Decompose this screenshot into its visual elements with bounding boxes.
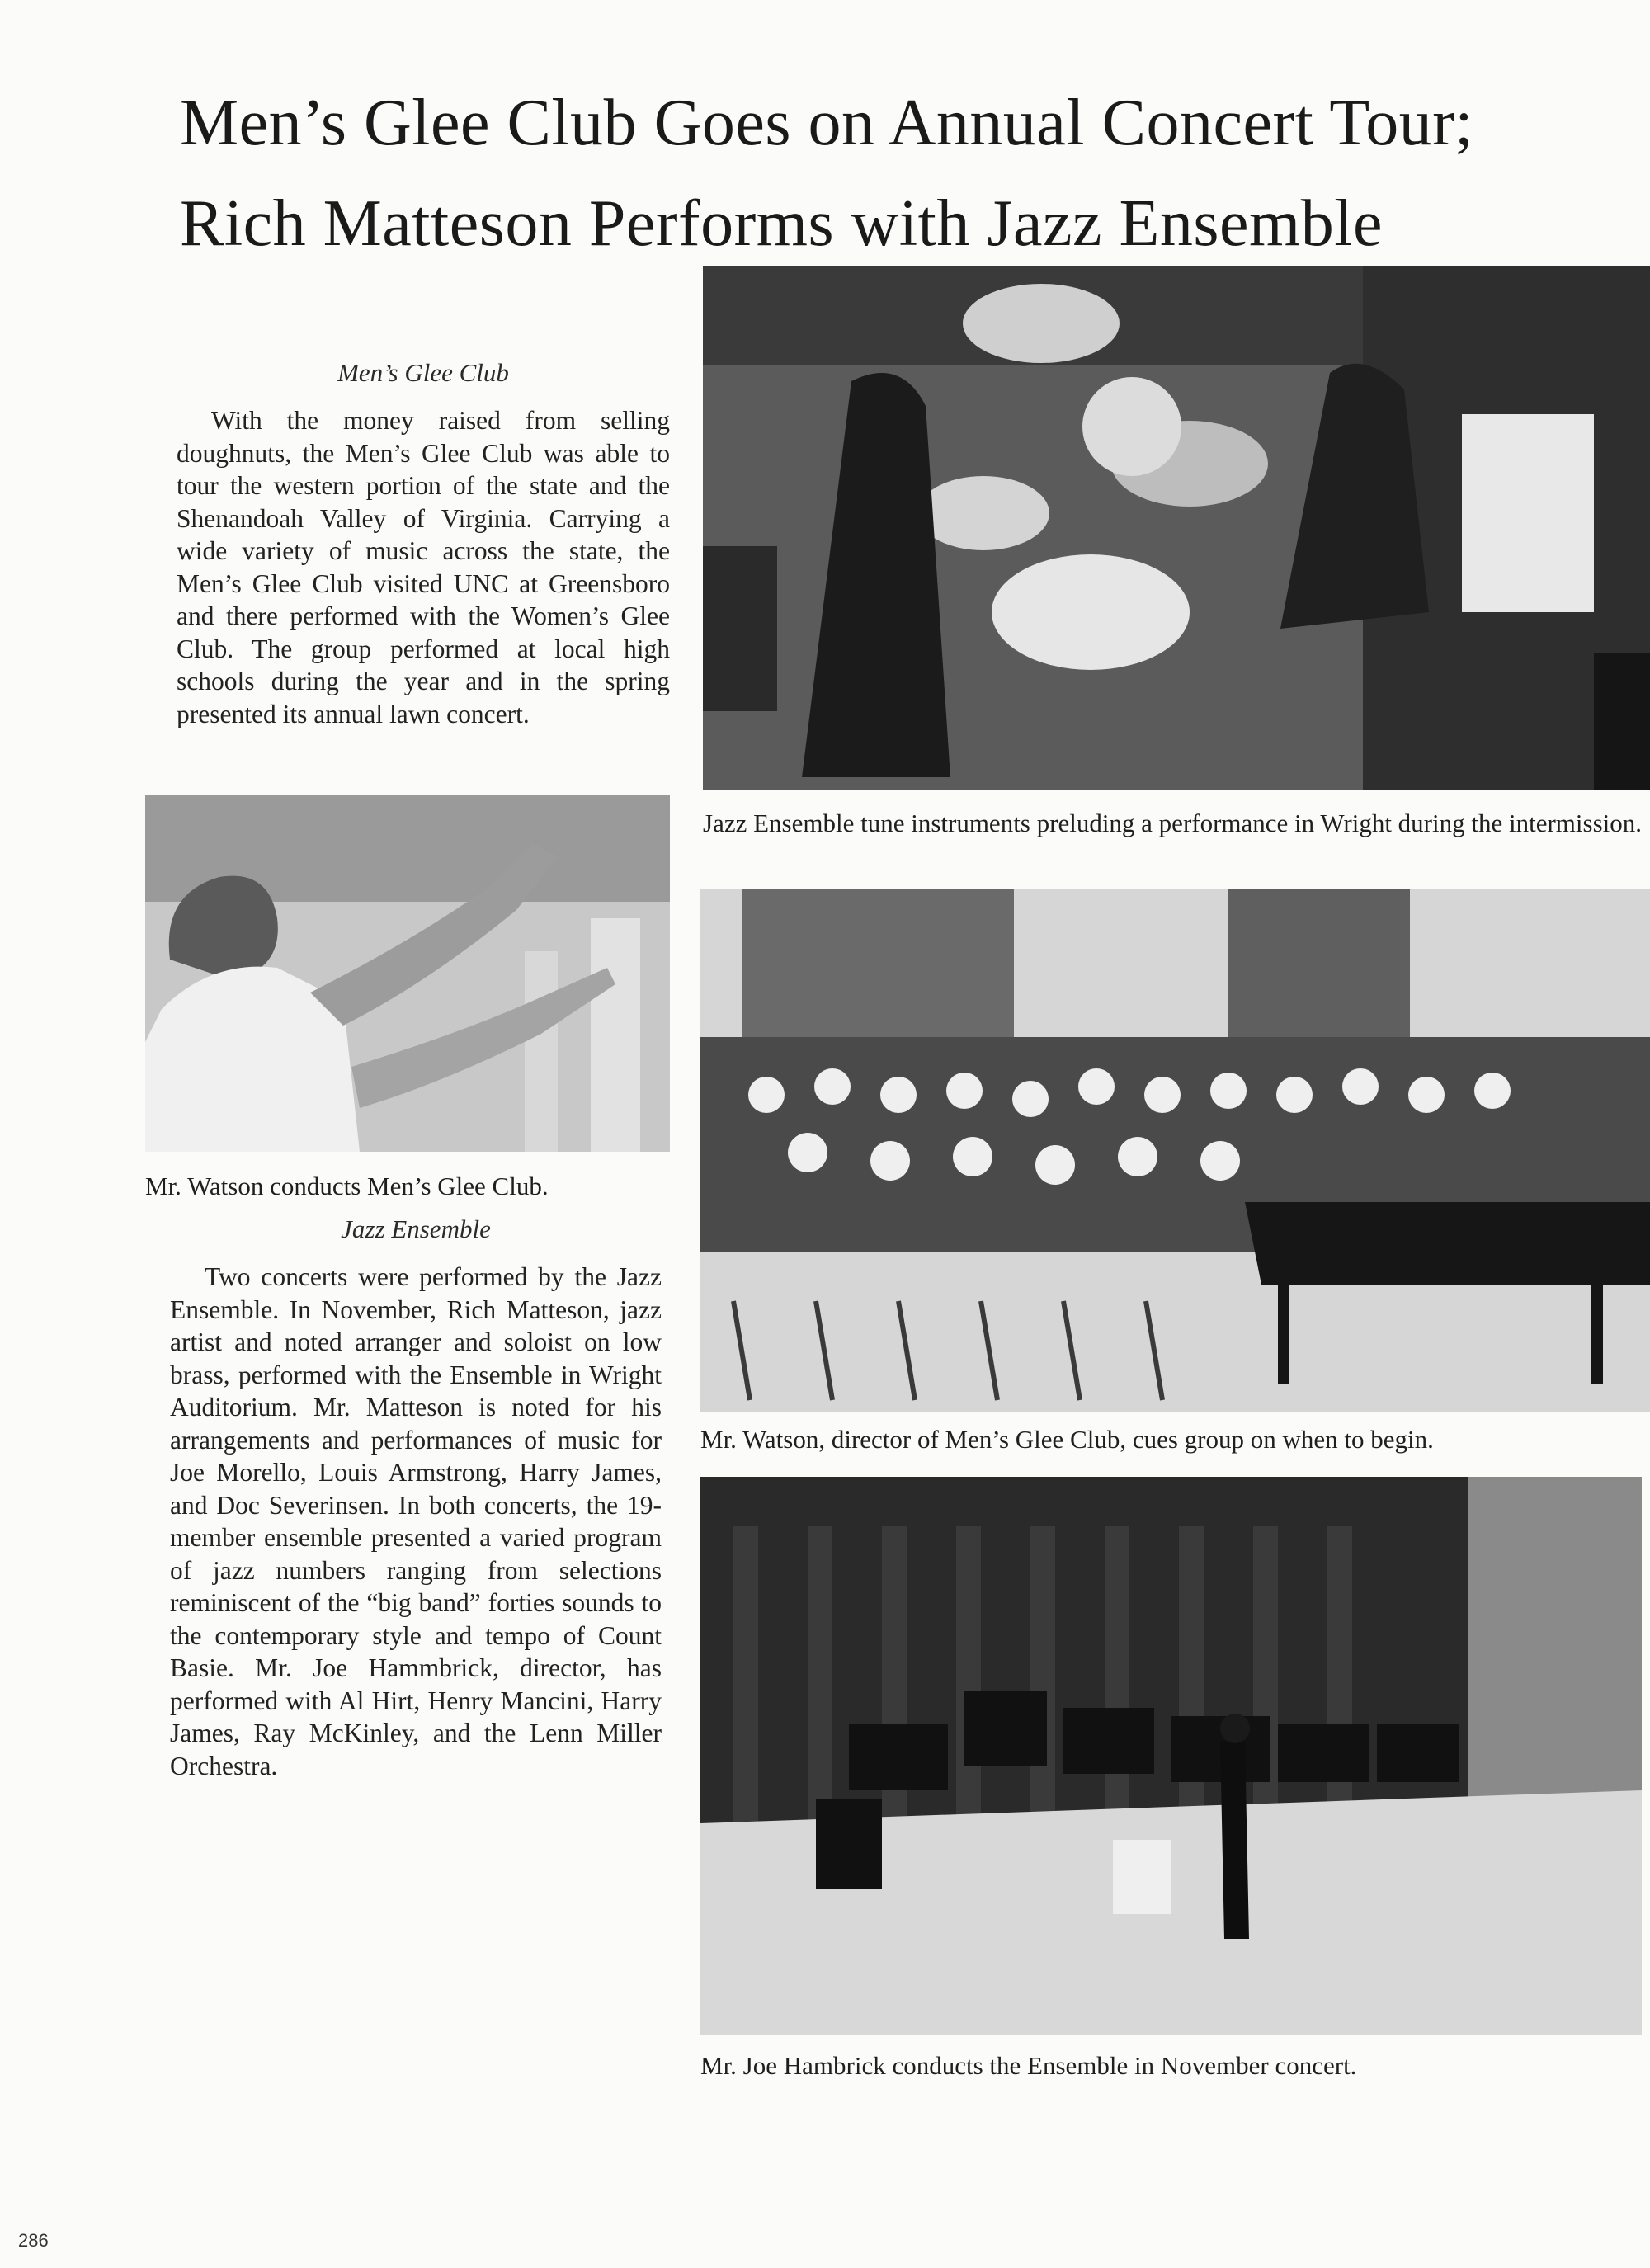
photo-jazz-concert (700, 1477, 1642, 2035)
jazz-ensemble-body: Two concerts were performed by the Jazz Ensemble. In November, Rich Matteson, jazz artist and noted arranger and soloist on low brass, performed with the Ensemble in Wright Auditorium. Mr. Matteson is noted for his arrangements and performances of music for Joe Morello, Louis Armstrong, Harry James, and Doc Severinsen. In both concerts, the 19-member ensemble presented a varied program of jazz numbers ranging from selections reminiscent of the “big band” forties sounds to the contemporary style and tempo of Count Basie. Mr. Joe Hammbrick, director, has performed with Al Hirt, Henry Mancini, Harry James, Ray McKinley, and the Lenn Miller Orchestra. (170, 1262, 662, 1780)
mens-glee-club-heading: Men’s Glee Club (337, 358, 509, 387)
jazz-ensemble-article (170, 1213, 662, 1782)
mens-glee-club-article (177, 356, 670, 730)
caption-jazz-concert: Mr. Joe Hambrick conducts the Ensemble in November concert. (700, 2051, 1357, 2080)
photo-glee-club-conductor (145, 795, 670, 1152)
mens-glee-club-body: With the money raised from selling doughnuts, the Men’s Glee Club was able to tour the western portion of the state and the Shenandoah Valley of Virginia. Carrying a wide variety of music across the state, the Men’s Glee Club visited UNC at Greensboro and there performed with the Women’s Glee Club. The group performed at local high schools during the year and in the spring presented its annual lawn concert. (177, 406, 670, 728)
caption-glee-club-conductor: Mr. Watson conducts Men’s Glee Club. (145, 1172, 549, 1200)
page-headline (180, 73, 1632, 274)
page-number: 286 (18, 2230, 49, 2251)
photo-glee-club-rehearsal (700, 889, 1650, 1412)
headline-line-1: Men’s Glee Club Goes on Annual Concert Tour; (180, 87, 1474, 159)
caption-glee-club-rehearsal: Mr. Watson, director of Men’s Glee Club, cues group on when to begin. (700, 1425, 1434, 1454)
jazz-ensemble-heading: Jazz Ensemble (341, 1214, 491, 1243)
caption-jazz-drums: Jazz Ensemble tune instruments preluding a performance in Wright during the intermission. (703, 809, 1643, 837)
photo-jazz-drums (703, 266, 1650, 790)
headline-line-2: Rich Matteson Performs with Jazz Ensemble (180, 187, 1383, 260)
